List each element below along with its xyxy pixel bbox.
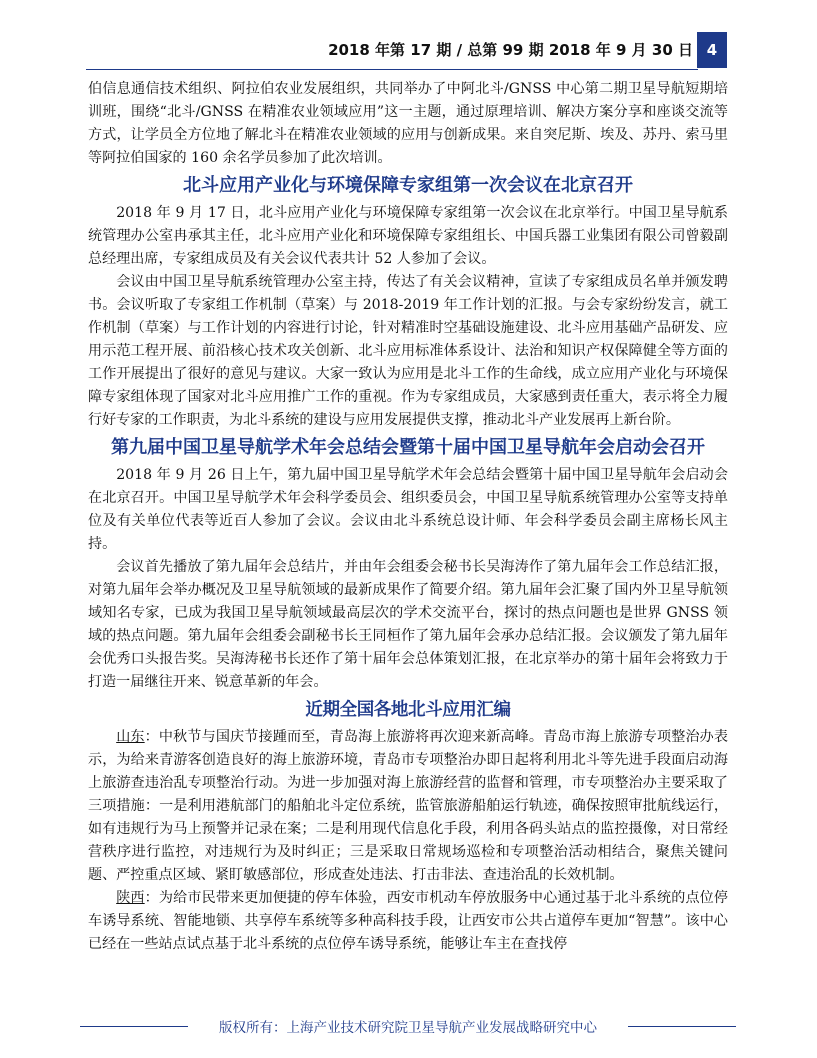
article-2-title: 第九届中国卫星导航学术年会总结会暨第十届中国卫星导航年会启动会召开 — [111, 437, 705, 458]
article-2-paragraph-1: 2018 年 9 月 26 日上午，第九届中国卫星导航学术年会总结会暨第十届中国卫星导航年会启动会在北京召开。中国卫星导航学术年会科学委员会、组织委员会，中国卫星导航系统管理办公室等支持单位及有关单位代表等近百人参加了会议。会议由北斗系统总设计师、年会科学委员会副主席杨长风主持。 — [88, 467, 728, 552]
article-1-paragraph-2: 会议由中国卫星导航系统管理办公室主持，传达了有关会议精神，宣读了专家组成员名单并颁发聘书。会议听取了专家组工作机制（草案）与 2018-2019 年工作计划的汇报。与会专家纷纷发言，就工作机制（草案）与工作计划的内容进行讨论，针对精准时空基础设施建设、北斗应用基础产品研发、应用示范工程开展、前沿核心技术攻关创新、北斗应用标准体系设计、法治和知识产权保障健全等方面的工作开展提出了很好的意见与建议。大家一致认为应用是北斗工作的生命线，成立应用产业化与环境保障专家组体现了国家对北斗应用推广工作的重视。作为专家组成员，大家感到责任重大，表示将全力履行好专家的工作职责，为北斗系统的建设与应用发展提供支撑，推动北斗产业发展再上新台阶。 — [88, 274, 728, 428]
region-label: 陕西 — [116, 890, 145, 906]
article-2-paragraph-2: 会议首先播放了第九届年会总结片，并由年会组委会秘书长吴海涛作了第九届年会工作总结汇报，对第九届年会举办概况及卫星导航领域的最新成果作了简要介绍。第九届年会汇聚了国内外卫星导航领域知名专家，已成为我国卫星导航领域最高层次的学术交流平台，探讨的热点问题也是世界 GNSS 领域的热点问题。第九届年会组委会副秘书长王同桓作了第九届年会承办总结汇报。会议颁发了第九届年会优秀口头报告奖。吴海涛秘书长还作了第十届年会总体策划汇报，在北京举办的第十届年会将致力于打造一届继往开来、锐意革新的年会。 — [88, 559, 728, 690]
article-1-paragraph-1: 2018 年 9 月 17 日，北斗应用产业化与环境保障专家组第一次会议在北京举行。中国卫星导航系统管理办公室冉承其主任，北斗应用产业化和环境保障专家组组长、中国兵器工业集团有限公司曾毅副总经理出席，专家组成员及有关会议代表共计 52 人参加了会议。 — [88, 205, 728, 267]
page-footer — [0, 1014, 817, 1038]
article-3-title: 近期全国各地北斗应用汇编 — [305, 700, 511, 720]
footer-divider-left — [80, 1026, 188, 1027]
header-divider — [86, 69, 698, 70]
region-text: ：中秋节与国庆节接踵而至，青岛海上旅游将再次迎来新高峰。青岛市海上旅游专项整治办表示，为给来青游客创造良好的海上旅游环境，青岛市专项整治办即日起将利用北斗等先进手段面启动海上旅游查违治乱专项整治行动。为进一步加强对海上旅游经营的监督和管理，市专项整治办主要采取了三项措施：一是利用港航部门的船舶北斗定位系统，监管旅游船舶运行轨迹，确保按照审批航线运行，如有违规行为马上预警并记录在案；二是利用现代信息化手段，利用各码头站点的监控摄像，对日常经营秩序进行监控，对违规行为及时纠正；三是采取日常规场巡检和专项整治活动相结合，聚焦关键问题、严控重点区域、紧盯敏感部位，形成查处违法、打击非法、查违治乱的长效机制。 — [88, 729, 729, 883]
region-label: 山东 — [116, 729, 145, 745]
copyright-text: 版权所有：上海产业技术研究院卫星导航产业发展战略研究中心 — [219, 1020, 597, 1036]
footer-divider-right — [628, 1026, 736, 1027]
region-text: ：为给市民带来更加便捷的停车体验，西安市机动车停放服务中心通过基于北斗系统的点位停车诱导系统、智能地锁、共享停车系统等多种高科技手段，让西安市公共占道停车更加“智慧”。该中心已经在一些站点试点基于北斗系统的点位停车诱导系统，能够让车主在查找停 — [88, 890, 729, 952]
regional-item-shandong — [88, 726, 728, 887]
regional-item-shaanxi — [88, 887, 728, 956]
page-number: 4 — [697, 32, 727, 68]
intro-paragraph: 伯信息通信技术组织、阿拉伯农业发展组织，共同举办了中阿北斗/GNSS 中心第二期卫星导航短期培训班，围绕“北斗/GNSS 在精准农业领域应用”这一主题，通过原理培训、解决方案分享和座谈交流等方式，让学员全方位地了解北斗在精准农业领域的应用与创新成果。来自突尼斯、埃及、苏丹、索马里等阿拉伯国家的 160 余名学员参加了此次培训。 — [88, 81, 728, 166]
issue-info: 2018 年第 17 期 / 总第 99 期 2018 年 9 月 30 日 — [328, 41, 693, 59]
page-content — [88, 78, 728, 956]
article-1-title: 北斗应用产业化与环境保障专家组第一次会议在北京召开 — [183, 175, 633, 196]
page-header — [0, 30, 817, 70]
